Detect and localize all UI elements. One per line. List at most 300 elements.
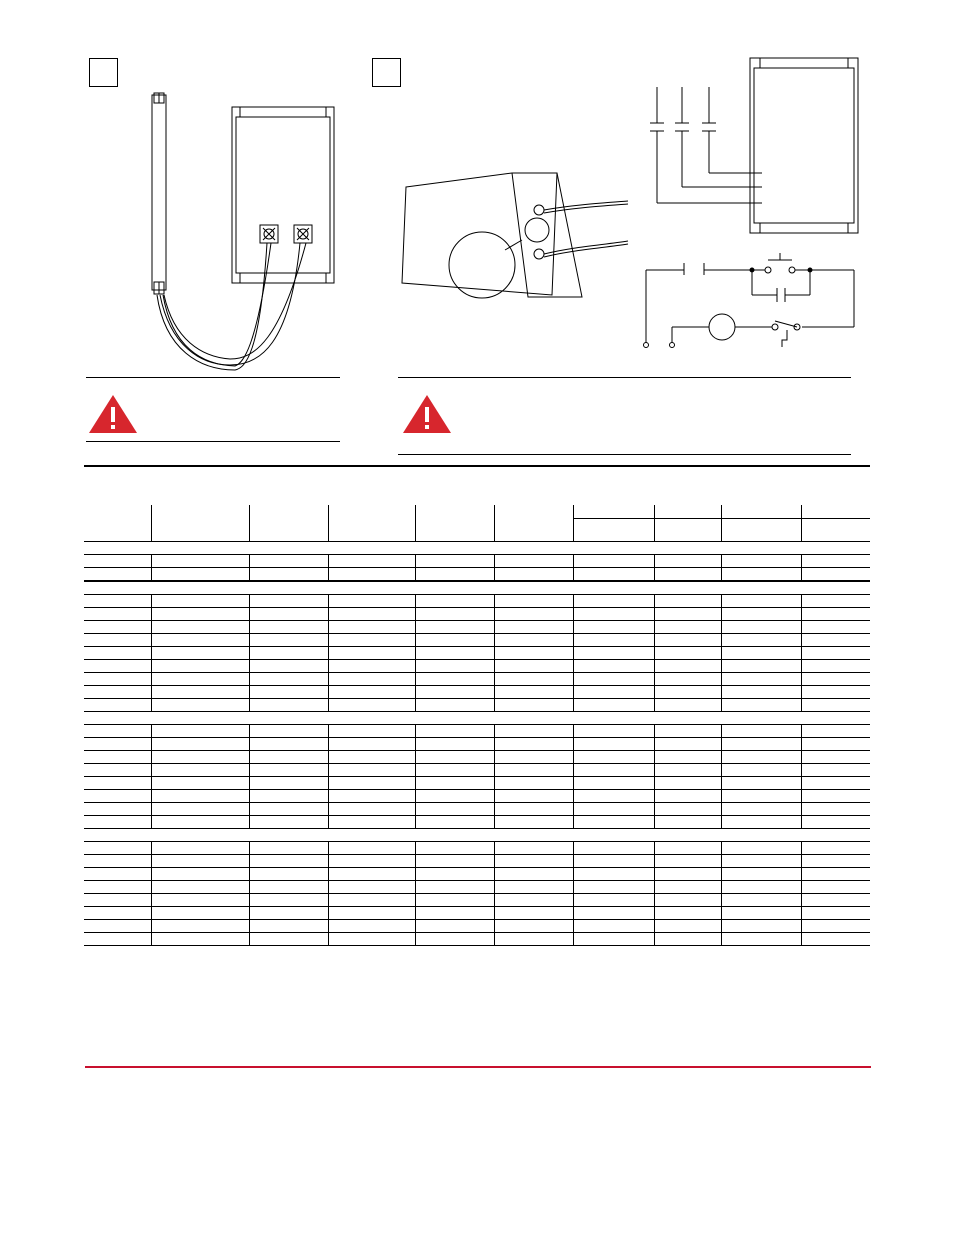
table-cell [573,816,654,829]
warning-rule-top [398,377,851,378]
brake-resistor-icon [152,93,166,294]
table-cell [573,855,654,868]
warning-triangle-icon [401,393,453,435]
table-cell [328,542,415,555]
table-cell [494,907,573,920]
table-row [84,595,870,608]
table-cell [151,816,249,829]
table-cell [249,881,328,894]
warning-rule-top [86,377,340,378]
table-cell [84,803,151,816]
table-cell [654,829,721,842]
table-cell [494,764,573,777]
table-cell [721,829,801,842]
table-cell [654,647,721,660]
table-cell [328,855,415,868]
table-cell [151,803,249,816]
table-cell [328,568,415,582]
table-cell [721,608,801,621]
table-cell [654,764,721,777]
table-cell [151,855,249,868]
table-cell [415,803,494,816]
table-cell [415,855,494,868]
table-row [84,568,870,582]
table-cell [151,621,249,634]
table-cell [721,725,801,738]
table-cell [415,894,494,907]
table-cell [84,816,151,829]
table-cell [151,595,249,608]
table-cell [494,555,573,568]
table-cell [151,505,249,542]
table-row [84,699,870,712]
table-row [84,764,870,777]
table-cell [801,725,870,738]
resistor-spec-table [84,505,870,946]
table-cell [415,712,494,725]
table-cell [84,542,151,555]
table-cell [573,829,654,842]
table-cell [328,894,415,907]
table-cell [573,803,654,816]
table-cell [415,725,494,738]
table-cell [415,581,494,595]
table-cell [494,505,573,542]
table-cell [249,505,328,542]
table-cell [415,933,494,946]
table-cell [151,842,249,855]
table-cell [415,738,494,751]
table-cell [573,699,654,712]
table-cell [328,881,415,894]
table-cell [328,660,415,673]
table-cell [654,933,721,946]
table-cell [249,738,328,751]
table-cell [801,673,870,686]
table-cell [573,712,654,725]
table-cell [494,686,573,699]
table-cell [249,907,328,920]
table-cell [573,738,654,751]
table-cell [721,542,801,555]
table-cell [654,660,721,673]
table-cell [721,894,801,907]
table-cell [249,764,328,777]
table-cell [494,894,573,907]
table-cell [801,738,870,751]
table-cell [249,842,328,855]
table-cell [415,920,494,933]
table-cell [573,751,654,764]
table-cell [415,907,494,920]
table-cell [84,595,151,608]
table-cell [151,907,249,920]
table-cell [328,686,415,699]
table-cell [151,933,249,946]
table-cell [249,790,328,803]
table-row [84,712,870,725]
table-cell [721,933,801,946]
table-cell [721,712,801,725]
table-cell [573,555,654,568]
table-cell [721,920,801,933]
table-cell [84,829,151,842]
table-cell [151,660,249,673]
table-cell [151,725,249,738]
table-cell [151,764,249,777]
table-cell [654,712,721,725]
table-cell [721,660,801,673]
table-cell [151,699,249,712]
table-cell [721,634,801,647]
table-cell [84,555,151,568]
table-cell [415,673,494,686]
table-cell [721,855,801,868]
table-cell [801,621,870,634]
table-cell [573,660,654,673]
table-cell [721,673,801,686]
table-cell [328,764,415,777]
table-cell [801,751,870,764]
table-cell [249,725,328,738]
table-cell [654,542,721,555]
table-cell [84,686,151,699]
table-cell [249,686,328,699]
table-cell [573,673,654,686]
table-cell [801,816,870,829]
table-cell [84,751,151,764]
table-cell [151,608,249,621]
table-cell [801,907,870,920]
table-cell [573,595,654,608]
table-cell [654,608,721,621]
table-cell [573,764,654,777]
table-cell [801,764,870,777]
table-cell [328,621,415,634]
table-cell [415,647,494,660]
table-cell [328,712,415,725]
table-cell [494,816,573,829]
table-cell [494,868,573,881]
table-cell [494,581,573,595]
table-cell [494,855,573,868]
table-cell [84,581,151,595]
table-cell [573,881,654,894]
table-cell [328,581,415,595]
table-cell [415,505,494,542]
table-cell [151,777,249,790]
table-cell [151,568,249,582]
table-cell [328,634,415,647]
table-cell [249,660,328,673]
table-row [84,686,870,699]
table-cell [801,568,870,582]
table-cell [84,855,151,868]
table-cell [249,634,328,647]
table-cell [328,829,415,842]
table-cell [84,608,151,621]
table-row [84,920,870,933]
table-cell [494,881,573,894]
table-cell [249,816,328,829]
warning-rule-bottom [86,441,340,442]
table-cell [328,803,415,816]
table-cell [494,595,573,608]
table-cell [573,725,654,738]
table-cell [84,505,151,542]
table-cell [151,920,249,933]
table-cell [328,751,415,764]
table-cell [494,673,573,686]
table-row [84,790,870,803]
table-cell [415,555,494,568]
table-cell [84,894,151,907]
table-cell [328,920,415,933]
table-cell [654,907,721,920]
table-cell [801,555,870,568]
table-cell [494,660,573,673]
table-cell [84,699,151,712]
table-cell [573,868,654,881]
table-cell [249,568,328,582]
footer-rule [85,1066,871,1068]
table-cell [84,933,151,946]
table-row [84,777,870,790]
table-cell [328,868,415,881]
table-cell [721,816,801,829]
table-cell [721,751,801,764]
table-cell [801,647,870,660]
resistor-housing-icon [402,173,628,298]
step-box-left [89,58,118,87]
drive-enclosure-icon [232,107,334,283]
table-cell [573,505,654,542]
table-cell [654,555,721,568]
table-cell [801,712,870,725]
table-cell [573,907,654,920]
table-cell [151,751,249,764]
table-cell [721,777,801,790]
table-cell [415,660,494,673]
table-cell [654,777,721,790]
table-cell [573,608,654,621]
table-cell [328,777,415,790]
table-cell [801,894,870,907]
table-cell [249,647,328,660]
table-cell [573,581,654,595]
table-row [84,842,870,855]
table-cell [328,673,415,686]
section-divider [84,465,870,467]
table-cell [249,855,328,868]
table-cell [151,881,249,894]
table-cell [573,933,654,946]
table-row [84,555,870,568]
table-cell [721,868,801,881]
drive-enclosure-icon [750,58,858,233]
table-cell [654,738,721,751]
table-cell [654,673,721,686]
table-cell [249,608,328,621]
table-cell [249,712,328,725]
table-spacer-row [84,542,870,555]
table-cell [494,725,573,738]
table-cell [494,777,573,790]
table-cell [151,790,249,803]
table-cell [801,634,870,647]
table-cell [415,816,494,829]
table-cell [249,894,328,907]
table-cell [721,686,801,699]
table-cell [494,699,573,712]
table-cell [84,790,151,803]
table-cell [328,907,415,920]
table-cell [415,595,494,608]
table-cell [151,738,249,751]
table-cell [249,920,328,933]
table-cell [801,881,870,894]
table-cell [494,933,573,946]
table-cell [151,686,249,699]
table-cell [654,803,721,816]
table-cell [573,777,654,790]
table-cell [328,790,415,803]
table-cell [415,790,494,803]
table-cell [249,555,328,568]
table-cell [494,621,573,634]
table-cell [494,920,573,933]
table-row [84,829,870,842]
table-cell [654,842,721,855]
table-cell [84,777,151,790]
table-cell [249,699,328,712]
table-cell [249,933,328,946]
thermostat-wiring-figure [392,55,867,360]
table-cell [573,634,654,647]
table-cell [84,660,151,673]
table-cell [151,555,249,568]
table-cell [494,829,573,842]
table-cell [494,738,573,751]
table-cell [801,542,870,555]
table-cell [494,842,573,855]
table-cell [654,868,721,881]
table-cell [415,621,494,634]
table-cell [573,920,654,933]
table-cell [654,790,721,803]
table-cell [573,686,654,699]
table-cell [494,634,573,647]
table-cell [801,829,870,842]
table-cell [573,790,654,803]
table-cell [151,712,249,725]
table-row [84,725,870,738]
table-cell [573,542,654,555]
table-row [84,933,870,946]
table-cell [249,829,328,842]
table-cell [654,816,721,829]
table-cell [654,634,721,647]
table-cell [84,764,151,777]
table-cell [801,608,870,621]
table-cell [801,920,870,933]
table-cell [801,842,870,855]
table-cell [801,699,870,712]
table-cell [249,621,328,634]
table-cell [654,505,721,542]
table-cell [721,699,801,712]
table-cell [328,816,415,829]
table-row [84,660,870,673]
table-cell [84,868,151,881]
table-cell [801,868,870,881]
table-cell [573,842,654,855]
table-row [84,647,870,660]
table-cell [84,725,151,738]
table-row [84,738,870,751]
table-cell [654,581,721,595]
table-row [84,881,870,894]
warning-triangle-icon [87,393,139,435]
table-cell [415,686,494,699]
table-cell [801,686,870,699]
table-cell [494,647,573,660]
table-cell [654,568,721,582]
table-cell [84,621,151,634]
table-row [84,581,870,595]
table-cell [415,777,494,790]
table-cell [654,686,721,699]
table-cell [249,595,328,608]
table-cell [415,868,494,881]
table-cell [415,634,494,647]
table-cell [415,608,494,621]
table-cell [84,842,151,855]
table-cell [415,829,494,842]
table-cell [84,907,151,920]
table-cell [151,868,249,881]
table-cell [494,608,573,621]
table-cell [654,751,721,764]
table-row [84,673,870,686]
table-cell [415,751,494,764]
table-cell [654,855,721,868]
table-row [84,868,870,881]
table-cell [415,568,494,582]
table-cell [721,505,801,542]
table-cell [801,803,870,816]
control-circuit [644,253,855,348]
table-cell [654,881,721,894]
table-cell [573,894,654,907]
table-cell [328,725,415,738]
table-cell [328,555,415,568]
table-cell [801,595,870,608]
table-cell [494,790,573,803]
contactor-lines [650,87,762,203]
table-cell [151,542,249,555]
table-cell [654,699,721,712]
table-cell [84,881,151,894]
table-cell [801,777,870,790]
table-cell [415,542,494,555]
table-row [84,751,870,764]
table-cell [328,505,415,542]
table-row [84,907,870,920]
table-cell [654,920,721,933]
table-row [84,855,870,868]
table-cell [801,581,870,595]
